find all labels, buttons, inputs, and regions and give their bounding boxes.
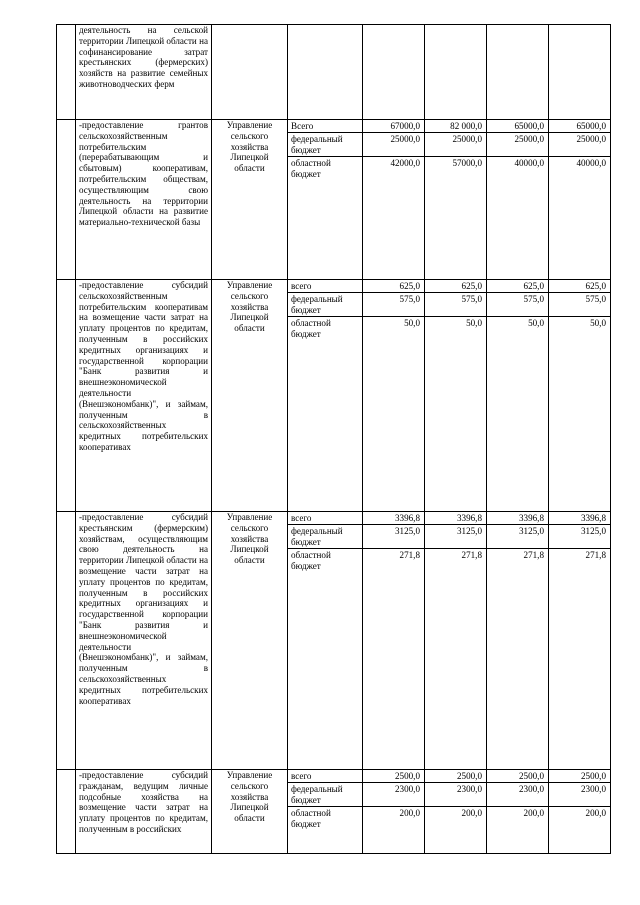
- amount-value: 271,8: [523, 550, 544, 560]
- measure-description: -предоставление субсидий гражданам, ведущим личные подсобные хозяйства на возмещение части затрат на уплату процентов по кредитам, полученным в российских: [76, 770, 212, 854]
- amount-value: 575,0: [363, 293, 424, 317]
- measure-description: -предоставление субсидий сельскохозяйственным потребительским кооперативам на возмещение части затрат на уплату процентов по кредитам, полученным в российских кредитных организациях и государственной корпорации "Банк развития и внешнеэкономической деятельности (Внешэкономбанк)", и займам, полученным в сельскохозяйственных кредитных потребительских кооперативах: [76, 280, 212, 512]
- year-value-cell: [425, 280, 487, 512]
- responsible-organization: Управление сельского хозяйства Липецкой области: [212, 770, 288, 854]
- table-row: [57, 512, 611, 770]
- amount-value: 25000,0: [363, 133, 424, 157]
- amount-value: 57000,0: [452, 158, 482, 168]
- funding-source: всего: [288, 512, 362, 525]
- table-row: [57, 280, 611, 512]
- year-value-cell: [487, 512, 549, 770]
- amount-value: 42000,0: [390, 158, 420, 168]
- amount-value: 40000,0: [514, 158, 544, 168]
- row-number-cell: [57, 512, 76, 770]
- amount-value: 3125,0: [549, 525, 610, 549]
- row-number-cell: [57, 770, 76, 854]
- amount-value: 3396,8: [549, 512, 610, 525]
- funding-source: всего: [288, 280, 362, 293]
- year-value-cell: [425, 512, 487, 770]
- responsible-organization: Управление сельского хозяйства Липецкой области: [212, 512, 288, 770]
- amount-value: 3125,0: [425, 525, 486, 549]
- year-value-cell: [549, 25, 611, 120]
- amount-value: 82 000,0: [425, 120, 486, 133]
- amount-value: 25000,0: [549, 133, 610, 157]
- amount-value: 50,0: [466, 318, 482, 328]
- funding-source-cell: [288, 25, 363, 120]
- amount-value: 25000,0: [487, 133, 548, 157]
- row-number-cell: [57, 25, 76, 120]
- amount-value: 25000,0: [425, 133, 486, 157]
- funding-source: всего: [288, 770, 362, 783]
- amount-value: 2300,0: [425, 783, 486, 807]
- funding-source: областной бюджет: [291, 550, 331, 571]
- funding-source-cell: [288, 770, 363, 854]
- funding-source-cell: [288, 280, 363, 512]
- amount-value: 2500,0: [549, 770, 610, 783]
- amount-value: 2500,0: [363, 770, 424, 783]
- row-number-cell: [57, 120, 76, 280]
- amount-value: 65000,0: [549, 120, 610, 133]
- amount-value: 271,8: [585, 550, 606, 560]
- amount-value: 625,0: [425, 280, 486, 293]
- table-row: [57, 120, 611, 280]
- responsible-organization: [212, 25, 288, 120]
- amount-value: 3125,0: [363, 525, 424, 549]
- amount-value: 50,0: [528, 318, 544, 328]
- responsible-organization: Управление сельского хозяйства Липецкой области: [212, 280, 288, 512]
- year-value-cell: [363, 280, 425, 512]
- budget-table: [56, 24, 611, 854]
- funding-source: Всего: [288, 120, 362, 133]
- year-value-cell: [363, 120, 425, 280]
- funding-source: областной бюджет: [291, 808, 331, 829]
- funding-source: федеральный бюджет: [288, 133, 362, 157]
- year-value-cell: [487, 120, 549, 280]
- amount-value: 575,0: [425, 293, 486, 317]
- year-value-cell: [487, 280, 549, 512]
- amount-value: 40000,0: [576, 158, 606, 168]
- amount-value: 625,0: [487, 280, 548, 293]
- funding-source: областной бюджет: [291, 158, 331, 179]
- amount-value: 3396,8: [487, 512, 548, 525]
- funding-source-cell: [288, 120, 363, 280]
- amount-value: 65000,0: [487, 120, 548, 133]
- amount-value: 67000,0: [363, 120, 424, 133]
- year-value-cell: [549, 280, 611, 512]
- year-value-cell: [549, 120, 611, 280]
- year-value-cell: [363, 25, 425, 120]
- amount-value: 2300,0: [487, 783, 548, 807]
- year-value-cell: [549, 512, 611, 770]
- amount-value: 2300,0: [549, 783, 610, 807]
- amount-value: 2500,0: [487, 770, 548, 783]
- row-number-cell: [57, 280, 76, 512]
- year-value-cell: [425, 770, 487, 854]
- amount-value: 200,0: [461, 808, 482, 818]
- funding-source: федеральный бюджет: [288, 293, 362, 317]
- funding-source-cell: [288, 512, 363, 770]
- measure-description: -предоставление грантов сельскохозяйственным потребительским (перерабатывающим и сбытовым) кооперативам, потребительским обществам, осуществляющим свою деятельность на территории Липецкой области на развитие материально-технической базы: [76, 120, 212, 280]
- year-value-cell: [363, 512, 425, 770]
- amount-value: 200,0: [399, 808, 420, 818]
- year-value-cell: [487, 25, 549, 120]
- funding-source: федеральный бюджет: [288, 525, 362, 549]
- measure-description: -предоставление субсидий крестьянским (фермерским) хозяйствам, осуществляющим свою деятельность на территории Липецкой области на возмещение части затрат на уплату процентов по кредитам, полученным в российских кредитных организациях и государственной корпорации "Банк развития и внешнеэкономической деятельности (Внешэкономбанк)", и займам, полученным в сельскохозяйственных кредитных потребительских кооперативах: [76, 512, 212, 770]
- amount-value: 3125,0: [487, 525, 548, 549]
- amount-value: 575,0: [487, 293, 548, 317]
- funding-source: областной бюджет: [291, 318, 331, 339]
- amount-value: 3396,8: [425, 512, 486, 525]
- amount-value: 200,0: [585, 808, 606, 818]
- amount-value: 50,0: [590, 318, 606, 328]
- year-value-cell: [425, 25, 487, 120]
- table-row: [57, 25, 611, 120]
- amount-value: 50,0: [404, 318, 420, 328]
- funding-source: федеральный бюджет: [288, 783, 362, 807]
- amount-value: 200,0: [523, 808, 544, 818]
- year-value-cell: [487, 770, 549, 854]
- year-value-cell: [425, 120, 487, 280]
- amount-value: 2500,0: [425, 770, 486, 783]
- amount-value: 2300,0: [363, 783, 424, 807]
- amount-value: 3396,8: [363, 512, 424, 525]
- amount-value: 625,0: [549, 280, 610, 293]
- amount-value: 271,8: [399, 550, 420, 560]
- measure-description: деятельность на сельской территории Липецкой области на софинансирование затрат крестьянских (фермерских) хозяйств на развитие семейных животноводческих ферм: [76, 25, 212, 120]
- table-row: [57, 770, 611, 854]
- year-value-cell: [363, 770, 425, 854]
- year-value-cell: [549, 770, 611, 854]
- amount-value: 575,0: [549, 293, 610, 317]
- responsible-organization: Управление сельского хозяйства Липецкой области: [212, 120, 288, 280]
- amount-value: 625,0: [363, 280, 424, 293]
- amount-value: 271,8: [461, 550, 482, 560]
